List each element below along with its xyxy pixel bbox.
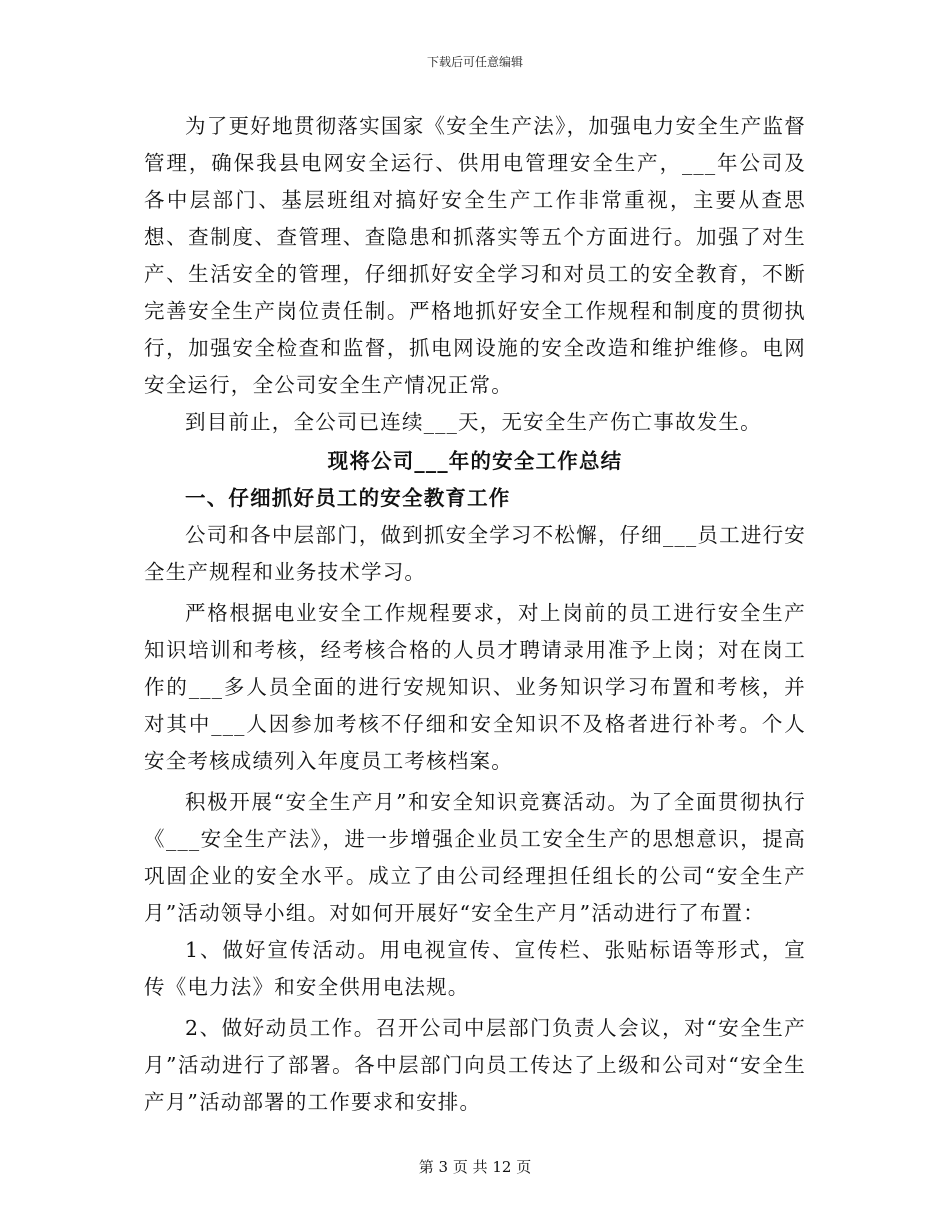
- paragraph-item-1: 1、做好宣传活动。用电视宣传、宣传栏、张贴标语等形式，宣传《电力法》和安全供用电法规。: [144, 938, 806, 999]
- paragraph-training-exam: 严格根据电业安全工作规程要求，对上岗前的员工进行安全生产知识培训和考核，经考核合格的人员才聘请录用准予上岗；对在岗工作的___多人员全面的进行安规知识、业务知识学习布置和考核，并对其中___人因参加考核不仔细和安全知识不及格者进行补考。个人安全考核成绩列入年度员工考核档案。: [144, 601, 806, 773]
- paragraph-no-accident: 到目前止，全公司已连续___天，无安全生产伤亡事故发生。: [185, 410, 762, 434]
- document-body: [144, 108, 806, 1121]
- paragraph-safety-month: 积极开展“安全生产月”和安全知识竞赛活动。为了全面贯彻执行《___安全生产法》，进一步增强企业员工安全生产的思想意识，提高巩固企业的安全水平。成立了由公司经理担任组长的公司“安全生产月”活动领导小组。对如何开展好“安全生产月”活动进行了布置：: [144, 790, 806, 925]
- page-header-note: 下载后可任意编辑: [426, 55, 523, 69]
- page-number: 第 3 页 共 12 页: [418, 1158, 532, 1176]
- paragraph-item-2: 2、做好动员工作。召开公司中层部门负责人会议，对“安全生产月”活动进行了部署。各中层部门向员工传达了上级和公司对“安全生产月”活动部署的工作要求和安排。: [144, 1016, 806, 1114]
- section-title: 现将公司___年的安全工作总结: [327, 449, 623, 473]
- paragraph-safety-study: 公司和各中层部门，做到抓安全学习不松懈，仔细___员工进行安全生产规程和业务技术学习。: [144, 523, 806, 584]
- section-heading-1: 一、仔细抓好员工的安全教育工作: [185, 486, 511, 510]
- paragraph-intro: 为了更好地贯彻落实国家《安全生产法》，加强电力安全生产监督管理，确保我县电网安全运行、供用电管理安全生产，___年公司及各中层部门、基层班组对搞好安全生产工作非常重视，主要从查思想、查制度、查管理、查隐患和抓落实等五个方面进行。加强了对生产、生活安全的管理，仔细抓好安全学习和对员工的安全教育，不断完善安全生产岗位责任制。严格地抓好安全工作规程和制度的贯彻执行，加强安全检查和监督，抓电网设施的安全改造和维护维修。电网安全运行，全公司安全生产情况正常。: [144, 114, 806, 397]
